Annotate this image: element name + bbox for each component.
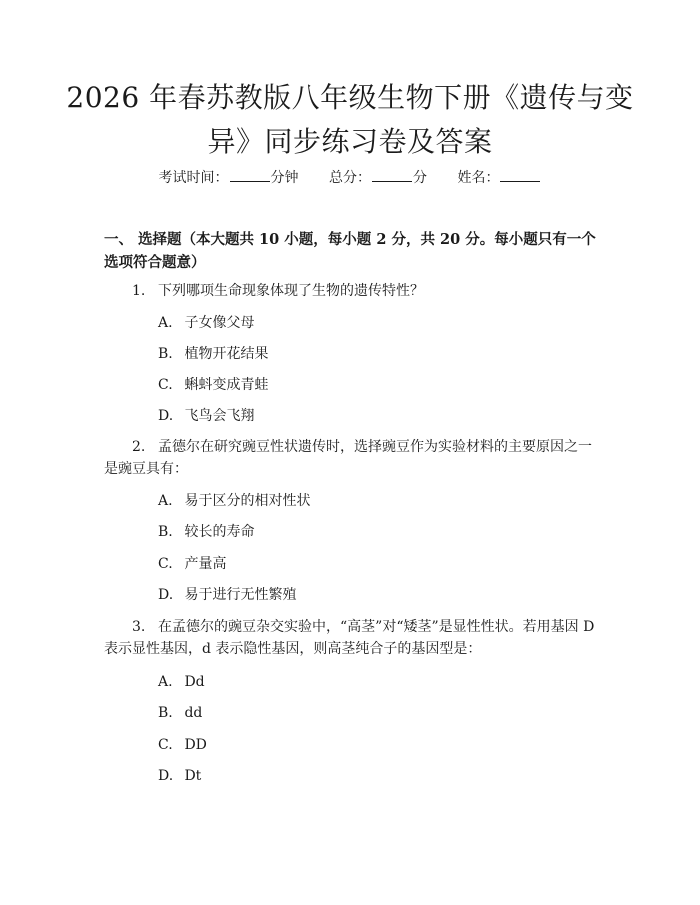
exam-time-label: 考试时间：: [158, 170, 229, 186]
name-label: 姓名：: [457, 170, 500, 186]
total-score-blank: [372, 169, 412, 182]
option-text: 易于区分的相对性状: [184, 493, 311, 509]
question-number: 1.: [132, 283, 146, 299]
name-field: [457, 168, 541, 188]
option-text: 产量高: [184, 556, 227, 572]
question-2-option-c: [158, 554, 598, 574]
question-number: 2.: [132, 439, 146, 455]
question-2-option-b: [158, 522, 598, 542]
option-text: DD: [184, 737, 207, 753]
option-text: 易于进行无性繁殖: [184, 587, 297, 603]
exam-time-unit: 分钟: [270, 170, 299, 186]
option-letter: A.: [158, 493, 173, 509]
option-letter: C.: [158, 737, 173, 753]
option-letter: C.: [158, 556, 173, 572]
question-3-option-c: [158, 735, 598, 755]
question-3-option-a: [158, 672, 598, 692]
title-line-1: 2026 年春苏教版八年级生物下册《遗传与变: [66, 81, 634, 114]
exam-time-blank: [230, 169, 270, 182]
question-1-option-a: [158, 313, 598, 333]
exam-info-line: [0, 168, 700, 188]
option-text: 子女像父母: [184, 315, 255, 331]
option-text: 飞鸟会飞翔: [184, 408, 255, 424]
total-score-label: 总分：: [329, 170, 371, 186]
option-text: Dt: [184, 768, 202, 784]
question-2: [104, 436, 604, 480]
question-1-option-d: [158, 406, 598, 426]
question-3-option-d: [158, 766, 598, 786]
option-text: Dd: [184, 674, 205, 690]
option-text: 植物开花结果: [184, 346, 269, 362]
option-letter: A.: [158, 315, 173, 331]
question-3-option-b: [158, 703, 598, 723]
total-score-unit: 分: [413, 170, 427, 186]
title-line-2: 异》同步练习卷及答案: [207, 125, 493, 158]
document-title: [60, 76, 640, 164]
question-number: 3.: [132, 619, 146, 635]
option-letter: B.: [158, 705, 173, 721]
option-letter: D.: [158, 587, 174, 603]
question-2-option-a: [158, 491, 598, 511]
option-letter: D.: [158, 768, 174, 784]
option-text: 蝌蚪变成青蛙: [184, 377, 269, 393]
question-1: [104, 280, 604, 302]
question-2-option-d: [158, 585, 598, 605]
option-letter: D.: [158, 408, 174, 424]
total-score-field: [329, 168, 427, 188]
question-1-option-b: [158, 344, 598, 364]
section-number: 一、: [104, 231, 133, 248]
question-text: 孟德尔在研究豌豆性状遗传时，选择豌豆作为实验材料的主要原因之一是豌豆具有：: [104, 439, 592, 477]
option-letter: B.: [158, 524, 173, 540]
option-text: dd: [184, 705, 203, 721]
name-blank: [500, 169, 540, 182]
question-text: 在孟德尔的豌豆杂交实验中，“高茎”对“矮茎”是显性性状。若用基因 D 表示显性基因，d 表示隐性基因，则高茎纯合子的基因型是：: [104, 619, 595, 657]
question-3: [104, 616, 604, 660]
option-text: 较长的寿命: [184, 524, 255, 540]
option-letter: B.: [158, 346, 173, 362]
question-1-option-c: [158, 375, 598, 395]
section-heading-text: 选择题（本大题共 10 小题，每小题 2 分，共 20 分。每小题只有一个选项符合题意）: [104, 231, 596, 271]
section-heading: [104, 228, 604, 274]
question-text: 下列哪项生命现象体现了生物的遗传特性？: [158, 283, 424, 299]
option-letter: C.: [158, 377, 173, 393]
option-letter: A.: [158, 674, 173, 690]
exam-time-field: [159, 168, 299, 188]
